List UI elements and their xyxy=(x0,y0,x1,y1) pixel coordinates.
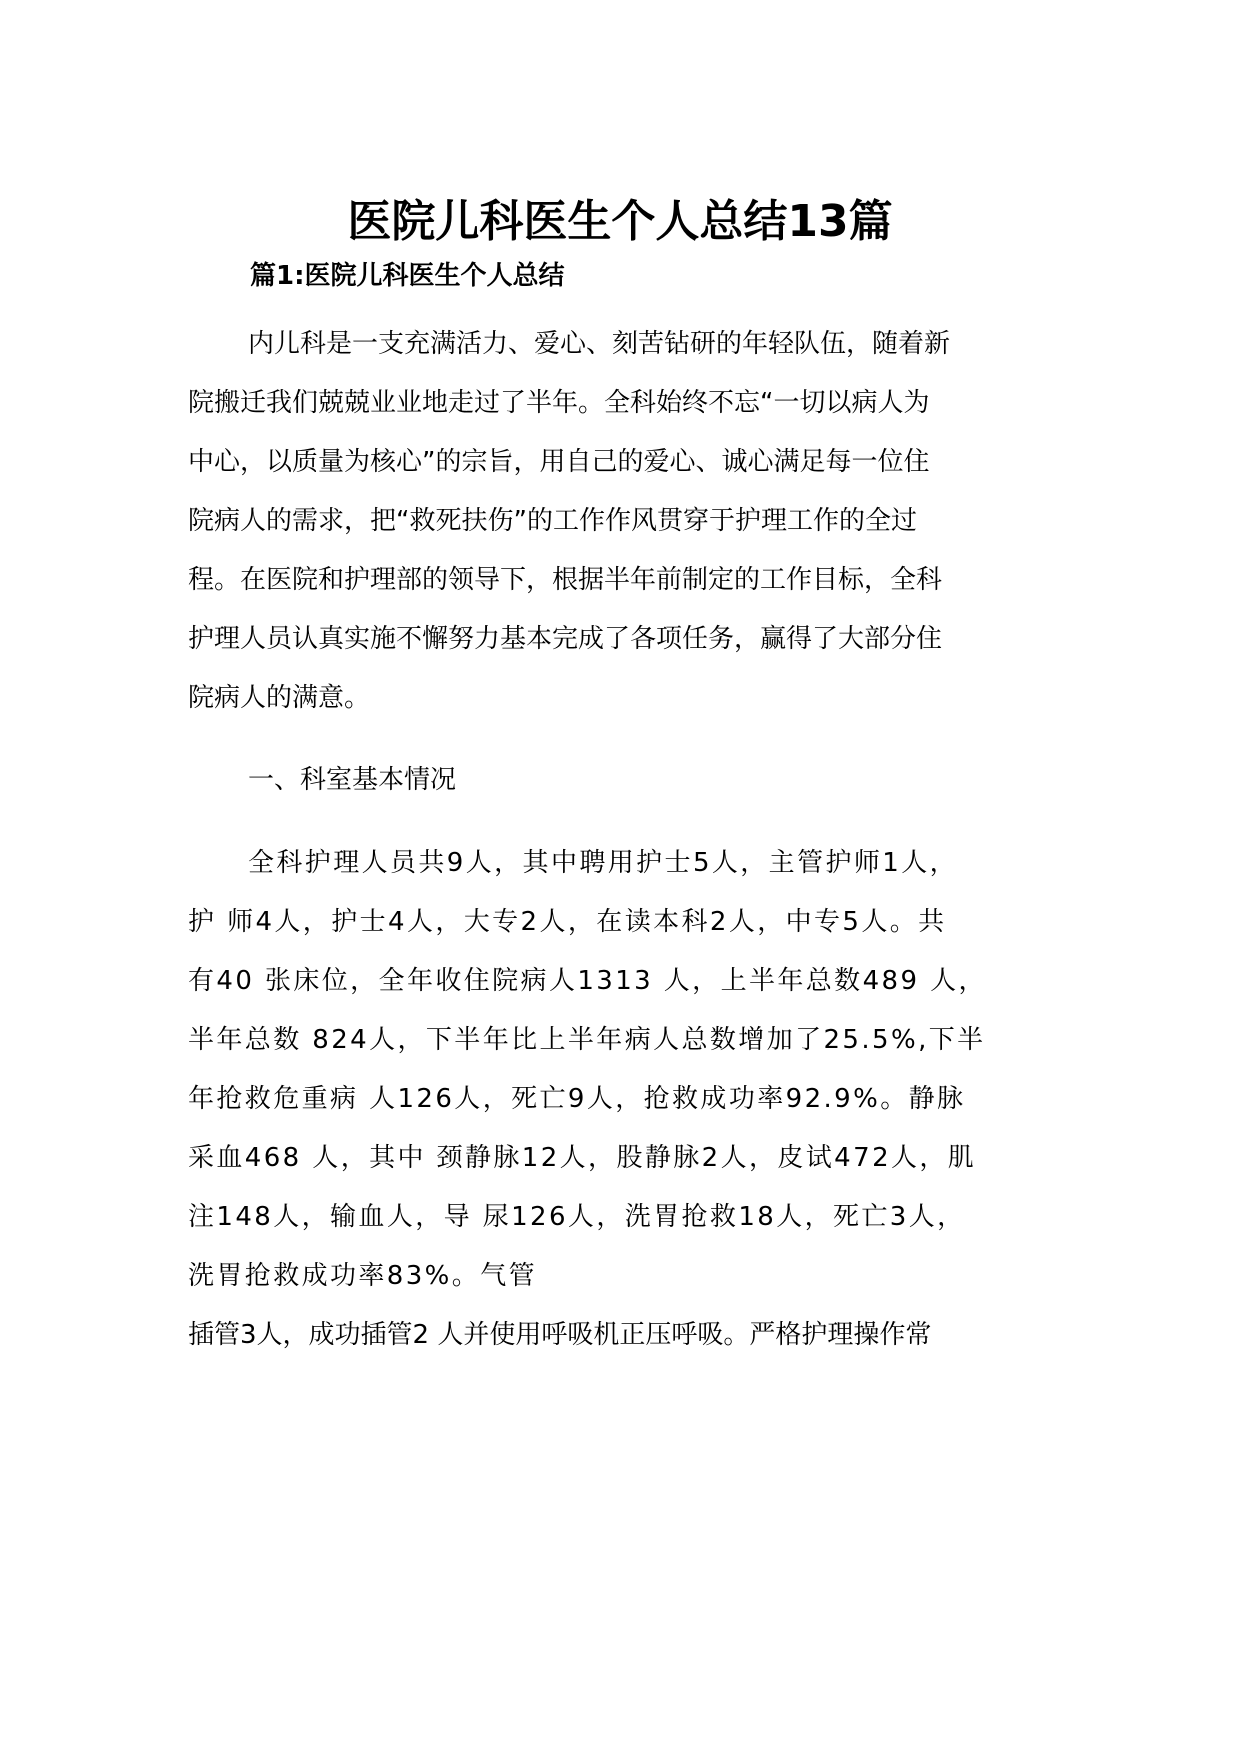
paragraph-1-line: 院病人的需求，把“救死扶伤”的工作作风贯穿于护理工作的全过 xyxy=(188,506,917,536)
chapter-heading: 篇1:医院儿科医生个人总结 xyxy=(250,261,565,291)
paragraph-1-line: 内儿科是一支充满活力、爱心、刻苦钻研的年轻队伍，随着新 xyxy=(248,329,951,359)
paragraph-2-line: 注148人，输血人，导 尿126人，洗胃抢救18人，死亡3人， xyxy=(188,1202,966,1232)
paragraph-2-line: 洗胃抢救成功率83%。气管 xyxy=(188,1261,537,1291)
paragraph-2-line: 护 师4人，护士4人，大专2人，在读本科2人，中专5人。共 xyxy=(188,907,947,937)
paragraph-1-line: 院搬迁我们兢兢业业地走过了半年。全科始终不忘“一切以病人为 xyxy=(188,388,930,418)
document-title: 医院儿科医生个人总结13篇 xyxy=(347,196,893,247)
paragraph-2-line: 采血468 人，其中 颈静脉12人，股静脉2人，皮试472人，肌 xyxy=(188,1143,977,1173)
paragraph-2-line: 有40 张床位，全年收住院病人1313 人，上半年总数489 人， xyxy=(188,966,987,996)
paragraph-2-line: 年抢救危重病 人126人，死亡9人，抢救成功率92.9%。静脉 xyxy=(188,1084,966,1114)
paragraph-2-line: 全科护理人员共9人，其中聘用护士5人，主管护师1人， xyxy=(248,848,959,878)
paragraph-1-line: 程。在医院和护理部的领导下，根据半年前制定的工作目标，全科 xyxy=(188,565,943,595)
paragraph-2-line: 半年总数 824人，下半年比上半年病人总数增加了25.5%,下半 xyxy=(188,1025,986,1055)
paragraph-1-line: 院病人的满意。 xyxy=(188,683,371,713)
paragraph-1-line: 中心，以质量为核心”的宗旨，用自己的爱心、诚心满足每一位住 xyxy=(188,447,930,477)
paragraph-3-line: 插管3人，成功插管2 人并使用呼吸机正压呼吸。严格护理操作常 xyxy=(188,1320,932,1350)
section-heading: 一、科室基本情况 xyxy=(248,765,457,795)
paragraph-1-line: 护理人员认真实施不懈努力基本完成了各项任务，赢得了大部分住 xyxy=(188,624,943,654)
